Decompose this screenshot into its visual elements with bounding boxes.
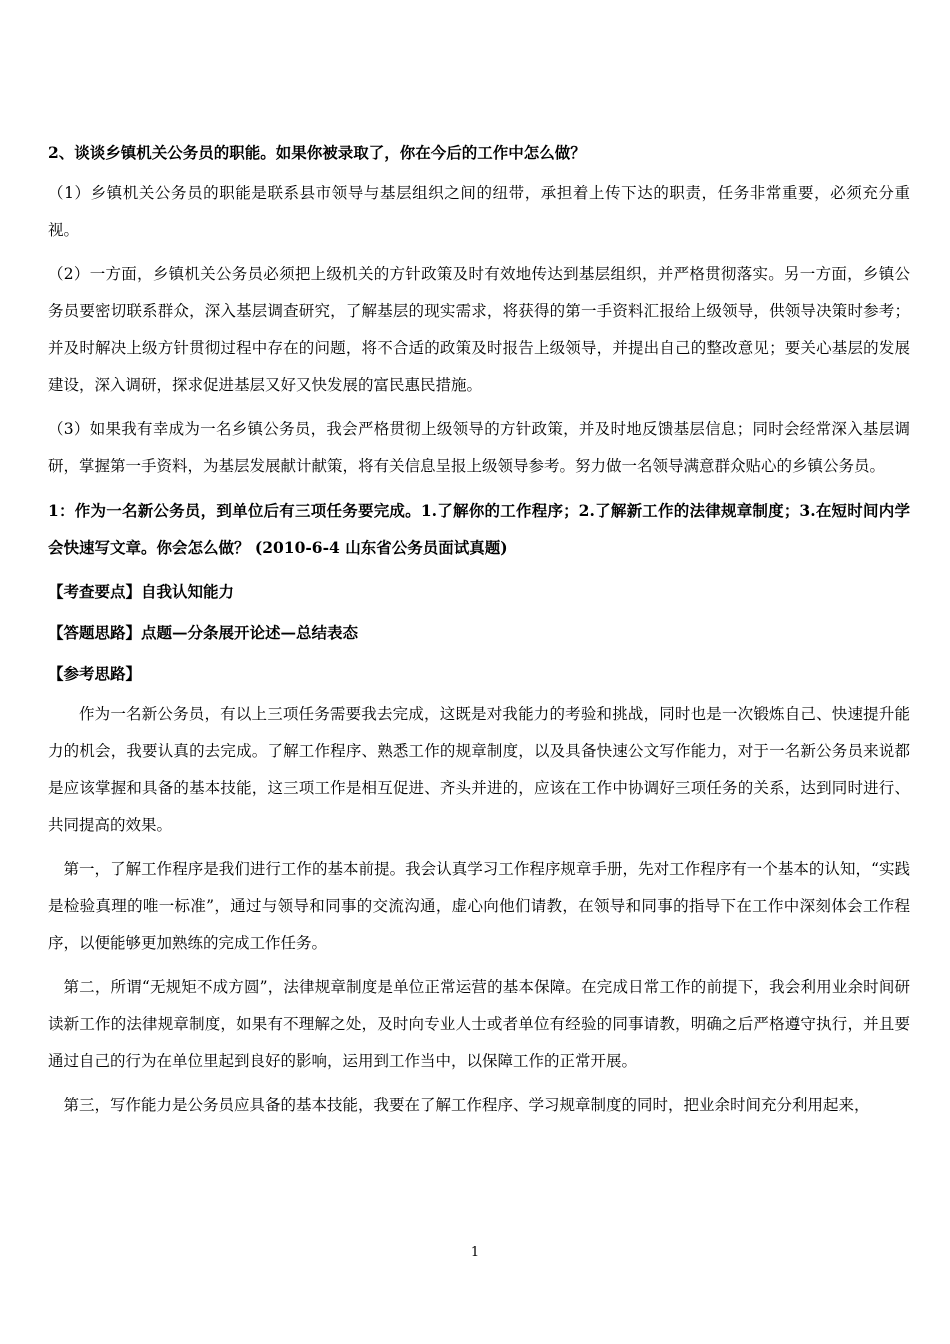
- question-1-reference-heading: 【参考思路】: [48, 664, 142, 683]
- question-1-paragraph-3: 第二，所谓“无规矩不成方圆”，法律规章制度是单位正常运营的基本保障。在完成日常工作的前提下，我会利用业余时间研读新工作的法律规章制度，如果有不理解之处，及时向专业人士或者单位有经验的同事请教，明确之后严格遵守执行，并且要通过自己的行为在单位里起到良好的影响，运用到工作当中，以保障工作的正常开展。: [48, 978, 910, 1070]
- question-1-approach: 【答题思路】点题—分条展开论述—总结表态: [48, 623, 359, 642]
- document-page: [48, 134, 910, 1131]
- page-number: 1: [470, 1245, 480, 1260]
- question-2-title: 2、谈谈乡镇机关公务员的职能。如果你被录取了，你在今后的工作中怎么做？: [48, 143, 586, 162]
- question-1-focus: 【考查要点】自我认知能力: [48, 582, 235, 601]
- question-1-paragraph-1: 作为一名新公务员，有以上三项任务需要我去完成，这既是对我能力的考验和挑战，同时也是一次锻炼自己、快速提升能力的机会，我要认真的去完成。了解工作程序、熟悉工作的规章制度，以及具备快速公文写作能力，对于一名新公务员来说都是应该掌握和具备的基本技能，这三项工作是相互促进、齐头并进的，应该在工作中协调好三项任务的关系，达到同时进行、共同提高的效果。: [48, 705, 910, 834]
- question-2-paragraph-1: （1）乡镇机关公务员的职能是联系县市领导与基层组织之间的纽带，承担着上传下达的职责，任务非常重要，必须充分重视。: [48, 184, 910, 239]
- question-1-title: 1：作为一名新公务员，到单位后有三项任务要完成。1.了解你的工作程序；2.了解新工作的法律规章制度；3.在短时间内学会快速写文章。你会怎么做？ (2010-6-4 山东省公务员面试真题): [48, 501, 910, 557]
- question-2-paragraph-3: （3）如果我有幸成为一名乡镇公务员，我会严格贯彻上级领导的方针政策，并及时地反馈基层信息；同时会经常深入基层调研，掌握第一手资料，为基层发展献计献策，将有关信息呈报上级领导参考。努力做一名领导满意群众贴心的乡镇公务员。: [48, 420, 910, 475]
- question-1-paragraph-2: 第一，了解工作程序是我们进行工作的基本前提。我会认真学习工作程序规章手册，先对工作程序有一个基本的认知，“实践是检验真理的唯一标准”，通过与领导和同事的交流沟通，虚心向他们请教，在领导和同事的指导下在工作中深刻体会工作程序，以便能够更加熟练的完成工作任务。: [48, 860, 910, 952]
- question-2-paragraph-2: （2）一方面，乡镇机关公务员必须把上级机关的方针政策及时有效地传达到基层组织，并严格贯彻落实。另一方面，乡镇公务员要密切联系群众，深入基层调查研究，了解基层的现实需求，将获得的第一手资料汇报给上级领导，供领导决策时参考；并及时解决上级方针贯彻过程中存在的问题，将不合适的政策及时报告上级领导，并提出自己的整改意见；要关心基层的发展建设，深入调研，探求促进基层又好又快发展的富民惠民措施。: [48, 265, 910, 394]
- question-1-paragraph-4: 第三，写作能力是公务员应具备的基本技能，我要在了解工作程序、学习规章制度的同时，把业余时间充分利用起来，: [63, 1096, 870, 1114]
